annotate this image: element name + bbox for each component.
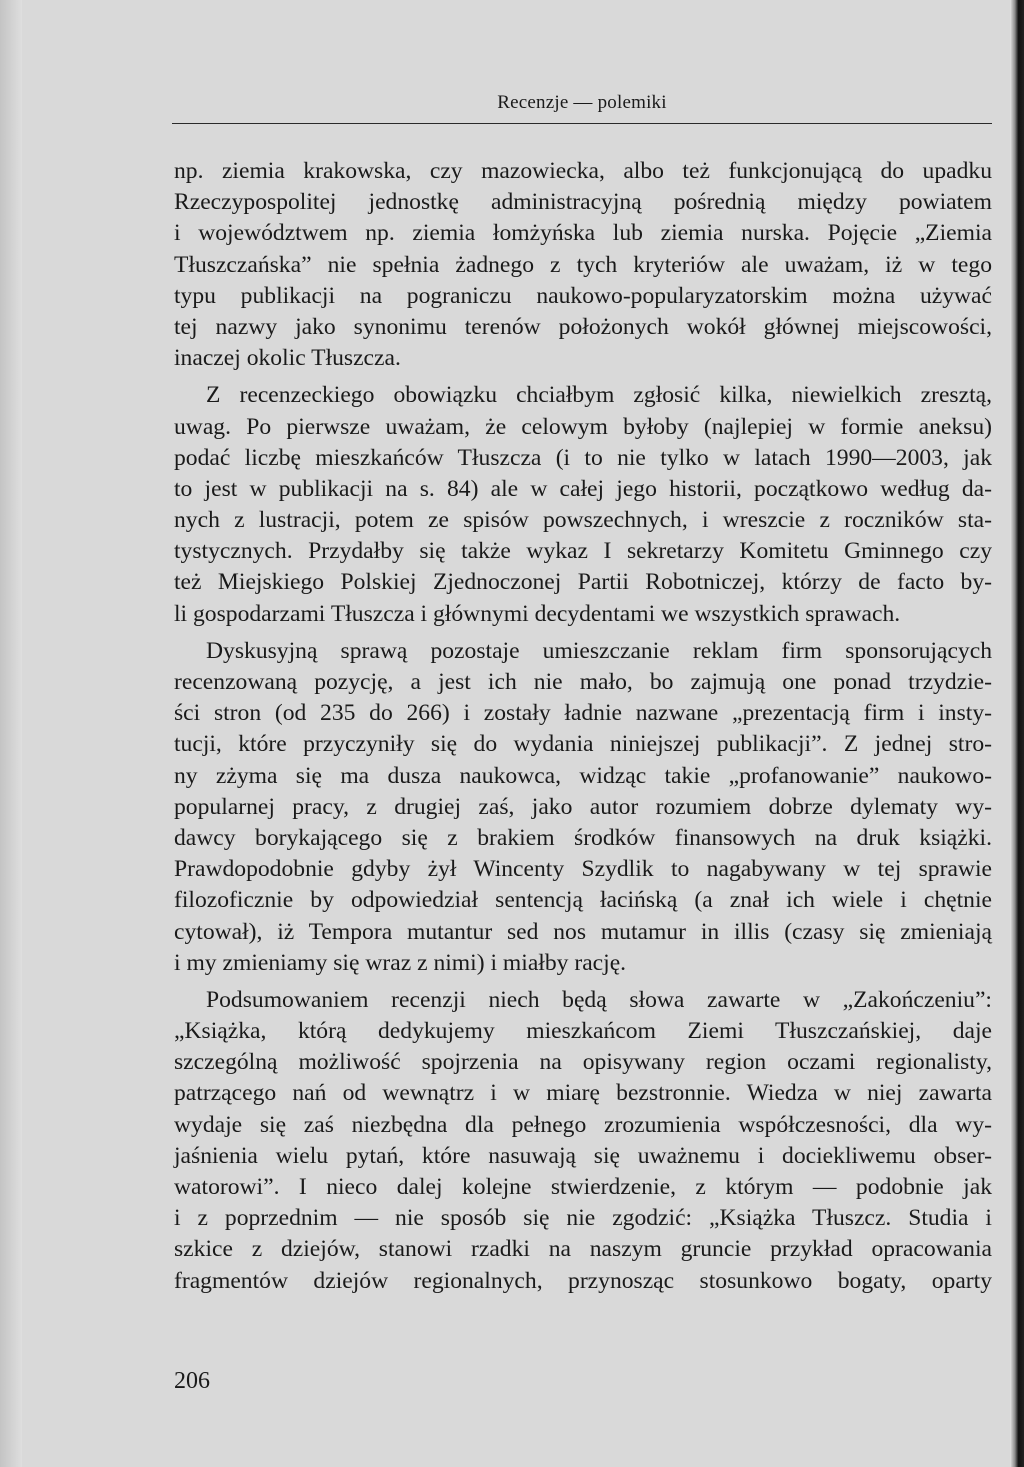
text-line: tucji, które przyczyniły się do wydania niniejszej publikacji”. Z jednej stro- [174,731,992,758]
text-line: filozoficznie by odpowiedział sentencją łacińską (a znał ich wiele i chętnie [174,887,992,914]
text-line: podać liczbę mieszkańców Tłuszcza (i to nie tylko w latach 1990—2003, jak [174,444,992,471]
text-line: i z poprzednim — nie sposób się nie zgodzić: „Książka Tłuszcz. Studia i [174,1205,992,1232]
text-line: Podsumowaniem recenzji niech będą słowa zawarte w „Zakończeniu”: [206,986,992,1013]
text-line: recenzowaną pozycję, a jest ich nie mało, bo zajmują one ponad trzydzie- [174,669,992,695]
text-line: też Miejskiego Polskiej Zjednoczonej Partii Robotniczej, którzy de facto by- [174,569,992,596]
text-line: Dyskusyjną sprawą pozostaje umieszczanie reklam firm sponsorujących [206,637,992,664]
text-line: ny zżyma się ma dusza naukowca, widząc takie „profanowanie” naukowo- [174,762,992,789]
text-line: szkice z dziejów, stanowi rzadki na naszym gruncie przykład opracowania [174,1236,992,1263]
text-line: nych z lustracji, potem ze spisów powszechnych, i wreszcie z roczników sta- [174,507,992,534]
text-line: Z recenzeckiego obowiązku chciałbym zgłosić kilka, niewielkich zresztą, [206,382,992,409]
text-line: inaczej okolic Tłuszcza. [174,345,401,372]
text-line: popularnej pracy, z drugiej zaś, jako autor rozumiem dobrze dylematy wy- [174,793,992,820]
text-line: uwag. Po pierwsze uważam, że celowym byłoby (najlepiej w formie aneksu) [174,413,992,440]
text-line: ści stron (od 235 do 266) i zostały ładnie nazwane „prezentacją firm i insty- [174,700,992,727]
paragraph-1 [174,156,992,374]
text-line: dawcy borykającego się z brakiem środków finansowych na druk książki. [174,824,992,851]
text-line: wydaje się zaś niezbędna dla pełnego zrozumienia współczesności, dla wy- [174,1111,992,1138]
text-line: Rzeczypospolitej jednostkę administracyjną pośrednią między powiatem [174,189,992,216]
text-line: „Książka, którą dedykujemy mieszkańcom Ziemi Tłuszczańskiej, daje [174,1018,992,1045]
text-line: jaśnienia wielu pytań, które nasuwają się uważnemu i dociekliwemu obser- [174,1142,992,1169]
text-line: patrzącego nań od wewnątrz i w miarę bezstronnie. Wiedza w niej zawarta [174,1080,992,1107]
text-line: tystycznych. Przydałby się także wykaz I sekretarzy Komitetu Gminnego czy [174,538,992,565]
text-line: cytował), iż Tempora mutantur sed nos mutamur in illis (czasy się zmieniają [174,918,992,945]
text-line: to jest w publikacji na s. 84) ale w całej jego historii, początkowo według da- [174,475,992,502]
text-line: fragmentów dziejów regionalnych, przynosząc stosunkowo bogaty, oparty [174,1267,992,1294]
scan-left-shadow [0,0,22,1467]
text-line: Tłuszczańska” nie spełnia żadnego z tych kryteriów ale uważam, iż w tego [174,251,992,278]
paragraph-4 [174,985,992,1297]
text-line: typu publikacji na pograniczu naukowo-popularyzatorskim można używać [174,282,992,309]
text-line: tej nazwy jako synonimu terenów położonych wokół głównej miejscowości, [174,313,992,340]
text-line: li gospodarzami Tłuszcza i głównymi decydentami we wszystkich sprawach. [174,600,901,627]
text-line: np. ziemia krakowska, czy mazowiecka, albo też funkcjonującą do upadku [174,158,992,184]
text-line: szczególną możliwość spojrzenia na opisywany region oczami regionalisty, [174,1049,992,1076]
scan-right-edge [1010,0,1024,1467]
body-text [174,156,992,1297]
text-line: i my zmieniamy się wraz z nimi) i miałby rację. [174,949,627,976]
running-head: Recenzje — polemiki [497,92,667,113]
text-line: Prawdopodobnie gdyby żył Wincenty Szydlik to nagabywany w tej sprawie [174,856,992,883]
page-number: 206 [174,1368,210,1394]
paragraph-2 [174,380,992,630]
paragraph-3 [174,636,992,979]
text-line: watorowi”. I nieco dalej kolejne stwierdzenie, z którym — podobnie jak [174,1174,992,1200]
header-rule [172,123,992,124]
text-line: i województwem np. ziemia łomżyńska lub ziemia nurska. Pojęcie „Ziemia [174,220,992,247]
